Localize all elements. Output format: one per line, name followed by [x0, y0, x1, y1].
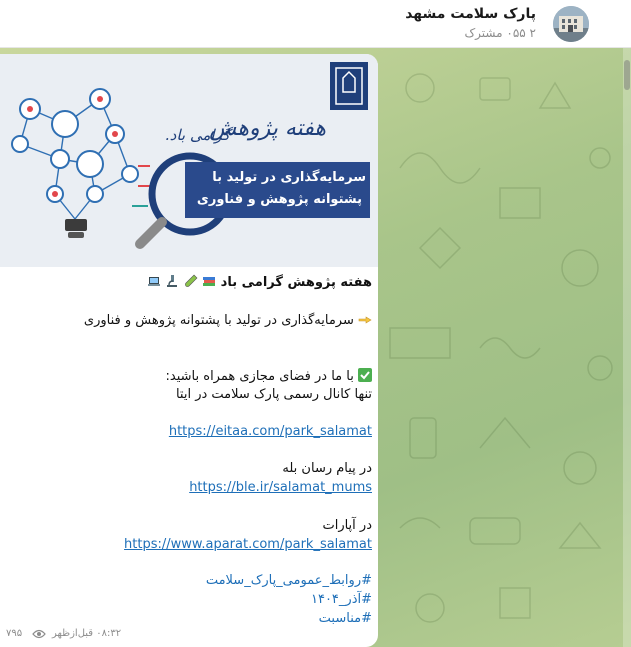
- message-time: ۰۸:۳۲ قبل‌ازظهر: [52, 628, 122, 639]
- test-tube-emoji-icon: [184, 274, 198, 292]
- eye-icon: [32, 629, 46, 642]
- eitaa-link-row: [6, 424, 372, 439]
- hashtag-3[interactable]: #مناسبت: [318, 611, 372, 626]
- microscope-emoji-icon: [165, 274, 179, 292]
- post-banner-image[interactable]: [0, 54, 378, 267]
- banner-title-line1: هفته پژوهش: [209, 116, 326, 141]
- hashtag-2[interactable]: #آذر_۱۴۰۴: [310, 592, 372, 607]
- channel-title[interactable]: پارک سلامت مشهد: [405, 6, 536, 22]
- follow-line-1-text: با ما در فضای مجازی همراه باشید:: [165, 369, 354, 384]
- bale-label: در پیام رسان بله: [282, 461, 372, 476]
- subscriber-count: ۲ ۰۵۵ مشترک: [464, 26, 536, 40]
- view-count: ۷۹۵: [6, 628, 23, 639]
- banner-slogan-line2: پشتوانه پژوهش و فناوری: [196, 192, 362, 207]
- banner-slogan-line1: سرمایه‌گذاری در تولید با: [212, 170, 366, 185]
- follow-line-2: تنها کانال رسمی پارک سلامت در ایتا: [175, 387, 372, 402]
- message-bubble[interactable]: [0, 54, 378, 647]
- banner-title-line2: گرامی باد.: [164, 126, 230, 144]
- scrollbar-thumb[interactable]: [624, 60, 630, 90]
- aparat-label: در آپارات: [322, 518, 372, 533]
- message-headline: [6, 274, 372, 292]
- eitaa-link[interactable]: https://eitaa.com/park_salamat: [168, 424, 372, 439]
- hashtag-1[interactable]: #روابط_عمومی_پارک_سلامت: [205, 573, 372, 588]
- headline-text: هفته پژوهش گرامی باد: [220, 275, 372, 290]
- channel-avatar[interactable]: [553, 6, 589, 42]
- pointing-hand-emoji-icon: [358, 312, 372, 330]
- bale-link[interactable]: https://ble.ir/salamat_mums: [189, 480, 372, 495]
- aparat-link-row: [6, 537, 372, 552]
- books-emoji-icon: [202, 274, 216, 292]
- laptop-emoji-icon: [147, 274, 161, 292]
- message-subline: [6, 312, 372, 330]
- chat-header: [0, 0, 631, 48]
- aparat-link[interactable]: https://www.aparat.com/park_salamat: [124, 537, 372, 552]
- bale-link-row: [6, 480, 372, 495]
- message-meta: [6, 626, 126, 642]
- scrollbar-track[interactable]: [623, 48, 631, 647]
- follow-line-1: [6, 368, 372, 386]
- check-mark-emoji-icon: [358, 368, 372, 386]
- subline-text: سرمایه‌گذاری در تولید با پشتوانه پژوهش و فناوری: [83, 313, 354, 328]
